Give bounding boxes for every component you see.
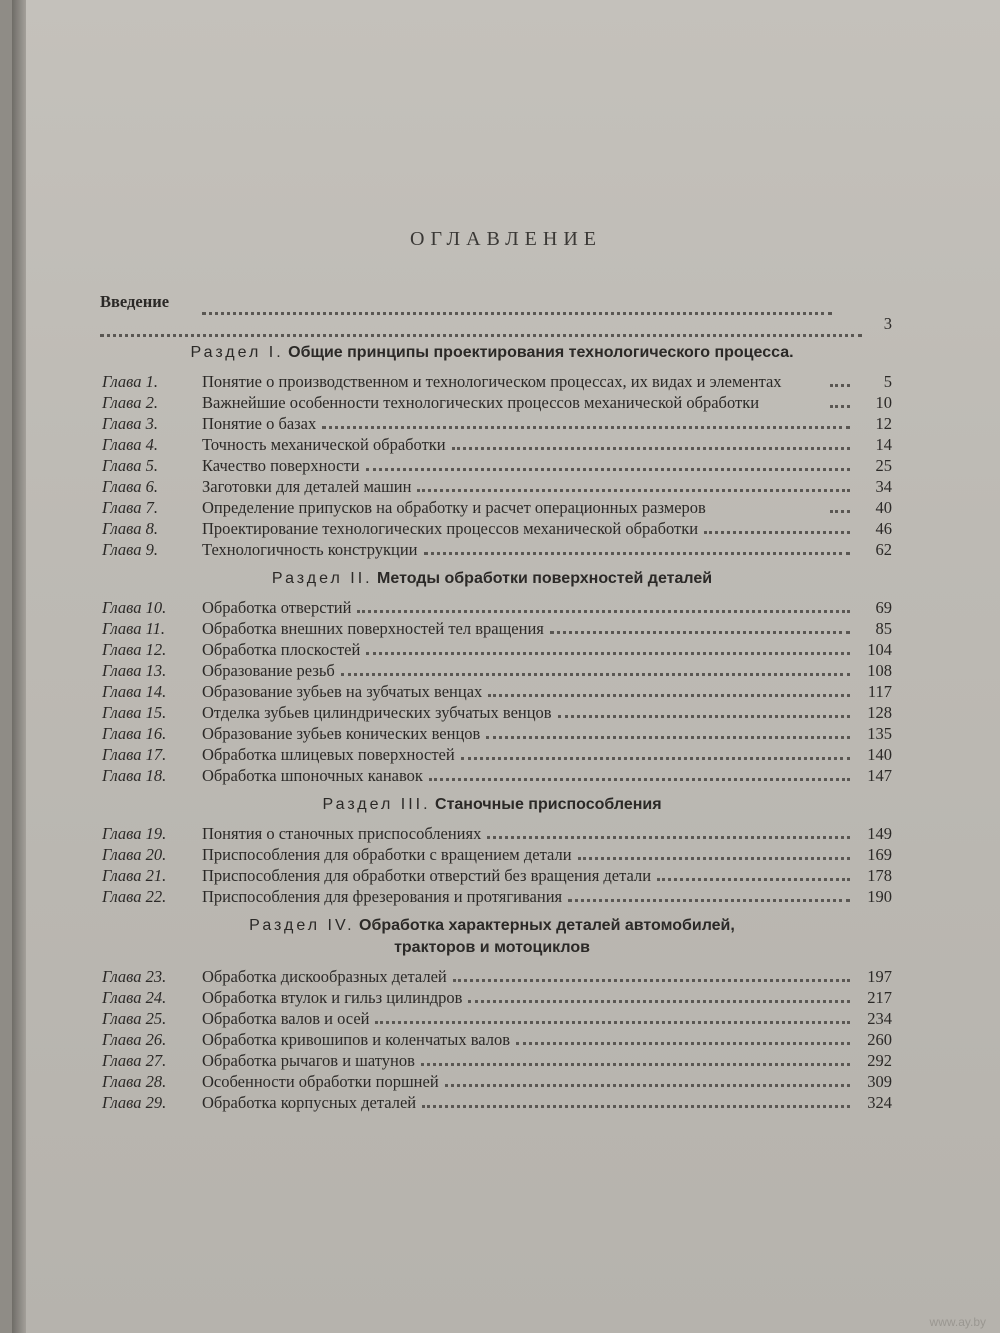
section-subtitle: тракторов и мотоциклов [394, 939, 590, 956]
chapter-title: Приспособления для обработки отверстий без вращения детали [202, 866, 652, 885]
dot-leader [417, 489, 850, 492]
toc-chapter-entry [92, 540, 892, 560]
chapter-title: Обработка шпоночных канавок [202, 766, 423, 785]
dot-leader [375, 1021, 850, 1024]
section-number: Раздел I. [190, 344, 284, 361]
chapter-title: Понятие о производственном и технологическом процессах, их видах и элементах [202, 372, 782, 391]
toc-chapter-entry [92, 619, 892, 639]
toc-chapter-entry [92, 845, 892, 865]
toc-chapter-entry [92, 456, 892, 476]
chapter-label: Глава 17. [102, 745, 167, 764]
chapter-label: Глава 4. [102, 435, 158, 454]
dot-leader [424, 552, 850, 555]
toc-chapter-entry [92, 661, 892, 681]
dot-leader [578, 857, 850, 860]
toc-chapter-entry [92, 477, 892, 497]
chapter-label: Глава 27. [102, 1051, 167, 1070]
dot-leader [341, 673, 850, 676]
table-of-contents [92, 292, 892, 1121]
chapter-page-number: 5 [883, 372, 892, 391]
chapter-page-number: 12 [875, 414, 892, 433]
section-title: Методы обработки поверхностей деталей [377, 570, 713, 587]
chapter-title: Образование зубьев конических венцов [202, 724, 481, 743]
chapter-title: Обработка втулок и гильз цилиндров [202, 988, 463, 1007]
chapter-title: Отделка зубьев цилиндрических зубчатых венцов [202, 703, 552, 722]
toc-section [92, 794, 892, 907]
chapter-label: Глава 7. [102, 498, 158, 517]
chapter-title: Приспособления для фрезерования и протягивания [202, 887, 563, 906]
chapter-page-number: 46 [875, 519, 892, 538]
chapter-page-number: 34 [875, 477, 892, 496]
dot-leader [366, 468, 850, 471]
chapter-page-number: 324 [867, 1093, 892, 1112]
intro-label: Введение [100, 292, 170, 311]
toc-chapter-entry [92, 1051, 892, 1071]
chapter-title: Образование резьб [202, 661, 335, 680]
section-title: Обработка характерных деталей автомобилей, [359, 917, 735, 934]
chapter-label: Глава 11. [102, 619, 165, 638]
chapter-title: Понятие о базах [202, 414, 317, 433]
chapter-page-number: 190 [867, 887, 892, 906]
dot-leader [445, 1084, 850, 1087]
chapter-label: Глава 1. [102, 372, 158, 391]
chapter-title: Качество поверхности [202, 456, 360, 475]
section-heading [92, 794, 892, 816]
intro-page-number: 3 [883, 314, 892, 333]
chapter-page-number: 104 [867, 640, 892, 659]
toc-chapter-entry [92, 1009, 892, 1029]
toc-intro-entry [92, 292, 892, 336]
dot-leader [486, 736, 850, 739]
section-title: Общие принципы проектирования технологического процесса. [288, 344, 794, 361]
chapter-label: Глава 20. [102, 845, 167, 864]
chapter-title: Обработка кривошипов и коленчатых валов [202, 1030, 511, 1049]
dot-leader [453, 979, 850, 982]
chapter-page-number: 85 [875, 619, 892, 638]
chapter-title: Обработка валов и осей [202, 1009, 370, 1028]
chapter-label: Глава 21. [102, 866, 167, 885]
dot-leader [421, 1063, 850, 1066]
chapter-label: Глава 12. [102, 640, 167, 659]
toc-chapter-entry [92, 1072, 892, 1092]
chapter-title: Обработка корпусных деталей [202, 1093, 417, 1112]
dot-leader [488, 694, 850, 697]
dot-leader [830, 510, 850, 513]
chapter-label: Глава 18. [102, 766, 167, 785]
chapter-title: Понятия о станочных приспособлениях [202, 824, 482, 843]
chapter-title: Обработка внешних поверхностей тел вращения [202, 619, 544, 638]
chapter-label: Глава 29. [102, 1093, 167, 1112]
toc-section [92, 915, 892, 1113]
chapter-page-number: 292 [867, 1051, 892, 1070]
dot-leader [516, 1042, 850, 1045]
toc-sections [92, 342, 892, 1113]
chapter-title: Обработка дискообразных деталей [202, 967, 447, 986]
chapter-page-number: 140 [867, 745, 892, 764]
toc-chapter-entry [92, 519, 892, 539]
chapter-title: Образование зубьев на зубчатых венцах [202, 682, 483, 701]
chapter-page-number: 117 [867, 682, 892, 701]
chapter-page-number: 147 [867, 766, 892, 785]
chapter-title: Заготовки для деталей машин [202, 477, 412, 496]
toc-section [92, 568, 892, 786]
chapter-label: Глава 6. [102, 477, 158, 496]
chapter-page-number: 62 [875, 540, 892, 559]
dot-leader [366, 652, 850, 655]
chapter-title: Технологичность конструкции [202, 540, 418, 559]
dot-leader [202, 292, 832, 315]
book-page [12, 0, 1000, 1333]
section-number: Раздел IV. [249, 917, 355, 934]
chapter-label: Глава 25. [102, 1009, 167, 1028]
chapter-page-number: 169 [867, 845, 892, 864]
chapter-page-number: 40 [875, 498, 892, 517]
chapter-title: Проектирование технологических процессов механической обработки [202, 519, 699, 538]
toc-chapter-entry [92, 967, 892, 987]
toc-section [92, 342, 892, 560]
chapter-label: Глава 16. [102, 724, 167, 743]
chapter-title: Важнейшие особенности технологических процессов механической обработки [202, 393, 760, 412]
chapter-title: Приспособления для обработки с вращением детали [202, 845, 572, 864]
toc-chapter-entry [92, 1030, 892, 1050]
toc-chapter-entry [92, 1093, 892, 1113]
watermark: www.ay.by [929, 1315, 986, 1329]
toc-chapter-entry [92, 824, 892, 844]
chapter-label: Глава 22. [102, 887, 167, 906]
toc-chapter-entry [92, 435, 892, 455]
chapter-title: Обработка отверстий [202, 598, 352, 617]
chapter-page-number: 128 [867, 703, 892, 722]
chapter-title: Обработка рычагов и шатунов [202, 1051, 415, 1070]
dot-leader [704, 531, 850, 534]
toc-chapter-entry [92, 988, 892, 1008]
chapter-page-number: 178 [867, 866, 892, 885]
chapter-label: Глава 26. [102, 1030, 167, 1049]
chapter-label: Глава 5. [102, 456, 158, 475]
chapter-page-number: 234 [867, 1009, 892, 1028]
chapter-page-number: 309 [867, 1072, 892, 1091]
chapter-label: Глава 3. [102, 414, 158, 433]
toc-chapter-entry [92, 703, 892, 723]
toc-chapter-entry [92, 393, 892, 413]
toc-chapter-entry [92, 766, 892, 786]
section-heading [92, 568, 892, 590]
chapter-label: Глава 10. [102, 598, 167, 617]
section-title: Станочные приспособления [435, 796, 662, 813]
chapter-title: Обработка шлицевых поверхностей [202, 745, 455, 764]
dot-leader [100, 314, 862, 337]
chapter-label: Глава 8. [102, 519, 158, 538]
toc-chapter-entry [92, 745, 892, 765]
toc-chapter-entry [92, 498, 892, 518]
chapter-title: Определение припусков на обработку и расчет операционных размеров [202, 498, 706, 517]
section-number: Раздел II. [271, 570, 373, 587]
toc-chapter-entry [92, 372, 892, 392]
section-number: Раздел III. [322, 796, 431, 813]
section-heading [92, 915, 892, 959]
dot-leader [429, 778, 850, 781]
chapter-page-number: 260 [867, 1030, 892, 1049]
chapter-page-number: 14 [875, 435, 892, 454]
chapter-label: Глава 19. [102, 824, 167, 843]
dot-leader [568, 899, 850, 902]
chapter-label: Глава 2. [102, 393, 158, 412]
dot-leader [657, 878, 850, 881]
chapter-page-number: 25 [875, 456, 892, 475]
chapter-label: Глава 14. [102, 682, 167, 701]
dot-leader [452, 447, 850, 450]
section-heading [92, 342, 892, 364]
chapter-page-number: 108 [867, 661, 892, 680]
toc-chapter-entry [92, 598, 892, 618]
dot-leader [558, 715, 850, 718]
toc-chapter-entry [92, 866, 892, 886]
toc-chapter-entry [92, 887, 892, 907]
page-title: ОГЛАВЛЕНИЕ [410, 228, 602, 250]
chapter-title: Особенности обработки поршней [202, 1072, 439, 1091]
dot-leader [830, 405, 850, 408]
chapter-label: Глава 9. [102, 540, 158, 559]
dot-leader [487, 836, 850, 839]
toc-chapter-entry [92, 414, 892, 434]
chapter-label: Глава 24. [102, 988, 167, 1007]
page-spine-shadow [12, 0, 26, 1333]
dot-leader [422, 1105, 850, 1108]
chapter-page-number: 217 [867, 988, 892, 1007]
chapter-page-number: 135 [867, 724, 892, 743]
chapter-title: Точность механической обработки [202, 435, 446, 454]
chapter-label: Глава 13. [102, 661, 167, 680]
dot-leader [550, 631, 850, 634]
chapter-label: Глава 23. [102, 967, 167, 986]
dot-leader [830, 384, 850, 387]
chapter-label: Глава 15. [102, 703, 167, 722]
dot-leader [322, 426, 850, 429]
chapter-page-number: 69 [875, 598, 892, 617]
toc-chapter-entry [92, 724, 892, 744]
toc-chapter-entry [92, 640, 892, 660]
dot-leader [461, 757, 850, 760]
dot-leader [357, 610, 850, 613]
chapter-page-number: 197 [867, 967, 892, 986]
chapter-page-number: 10 [875, 393, 892, 412]
chapter-label: Глава 28. [102, 1072, 167, 1091]
chapter-title: Обработка плоскостей [202, 640, 361, 659]
toc-chapter-entry [92, 682, 892, 702]
dot-leader [468, 1000, 850, 1003]
chapter-page-number: 149 [867, 824, 892, 843]
